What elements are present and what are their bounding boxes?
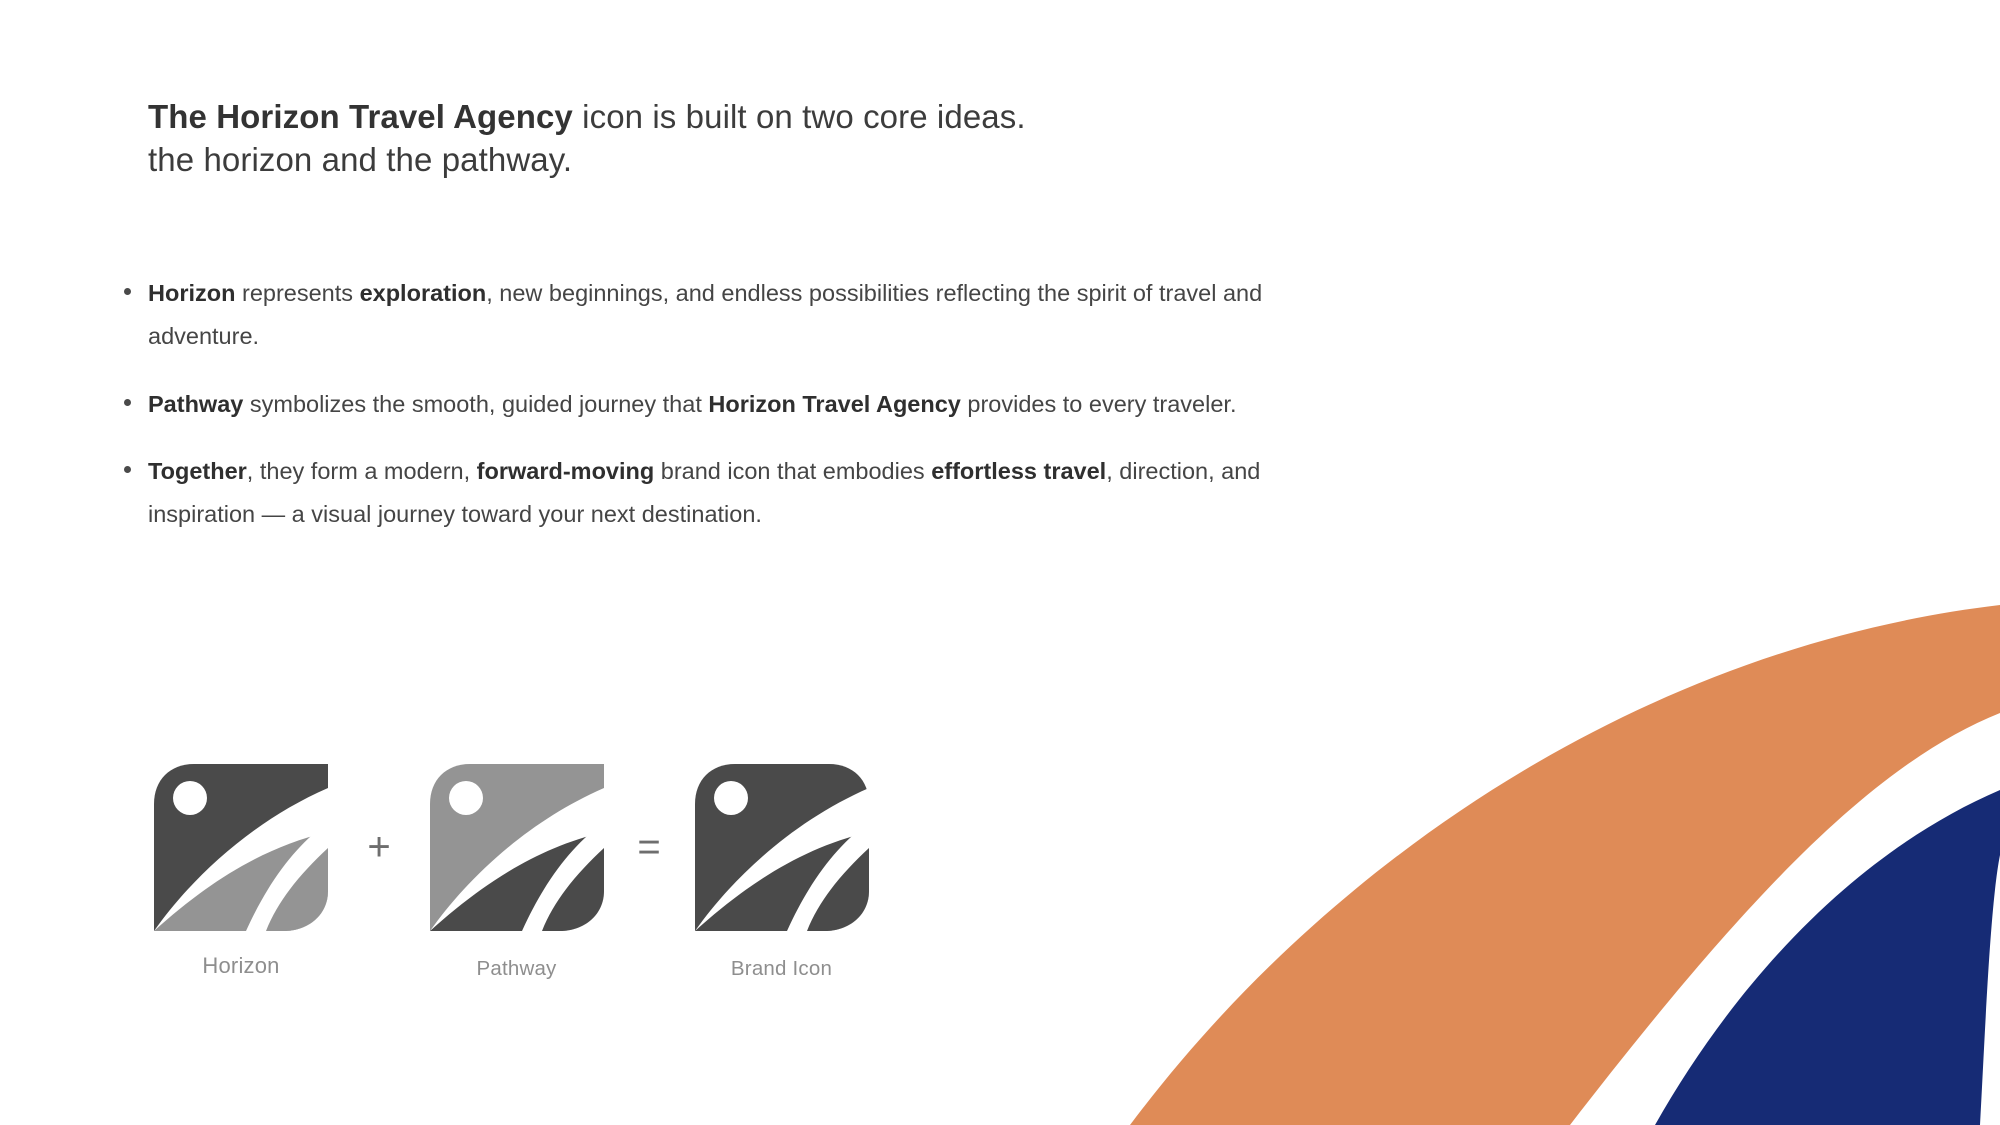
headline-brand: The Horizon Travel Agency [148,98,573,135]
bullet-text-segment: , direction, and inspiration — a visual journey toward your next destination. [148,458,1261,528]
equation-operator-equals: = [637,825,661,869]
bullet-text-segment: Pathway [148,390,244,417]
orange-swoosh [1130,605,2000,1125]
headline-line2: the horizon and the pathway. [148,140,573,178]
bullet-text-segment: forward-moving [476,458,655,485]
horizon-icon [150,760,332,935]
equation-item-brand [689,760,874,981]
navy-swoosh [1655,790,2000,1125]
page-title [148,96,1298,182]
bullet-text-segment: , they form a modern, [246,458,477,485]
decorative-swoosh-graphic [1100,605,2000,1125]
bullet-text-segment: Horizon [148,280,236,306]
pathway-icon [426,760,608,935]
headline-rest: icon is built on two core ideas. [572,98,1026,135]
bullet-text-segment: , new beginnings, and endless possibilities reflecting the spirit of travel and adventure. [148,280,1263,349]
bullet-text-segment: represents [235,280,360,306]
equation-caption: Brand Icon [730,957,833,980]
bullet-text-segment: exploration [359,280,487,306]
bullet-text-segment: Horizon Travel Agency [708,390,961,417]
equation-operator-plus: + [367,825,391,869]
equation-caption: Pathway [476,957,557,980]
list-item [120,383,1350,426]
bullet-text-segment: brand icon that embodies [654,458,932,485]
equation-caption: Horizon [202,953,280,978]
equation-item-horizon [148,760,334,979]
bullet-list [120,272,1350,561]
bullet-text-segment: symbolizes the smooth, guided journey that [243,390,709,417]
bullet-text-segment: Together [148,458,247,485]
list-item [120,272,1350,358]
equation-item-pathway [424,760,609,981]
bullet-text-segment: provides to every traveler. [960,390,1237,417]
icon-equation [148,760,874,981]
list-item [120,450,1350,536]
bullet-text-segment: effortless travel [931,458,1107,485]
brand-icon [691,760,873,935]
